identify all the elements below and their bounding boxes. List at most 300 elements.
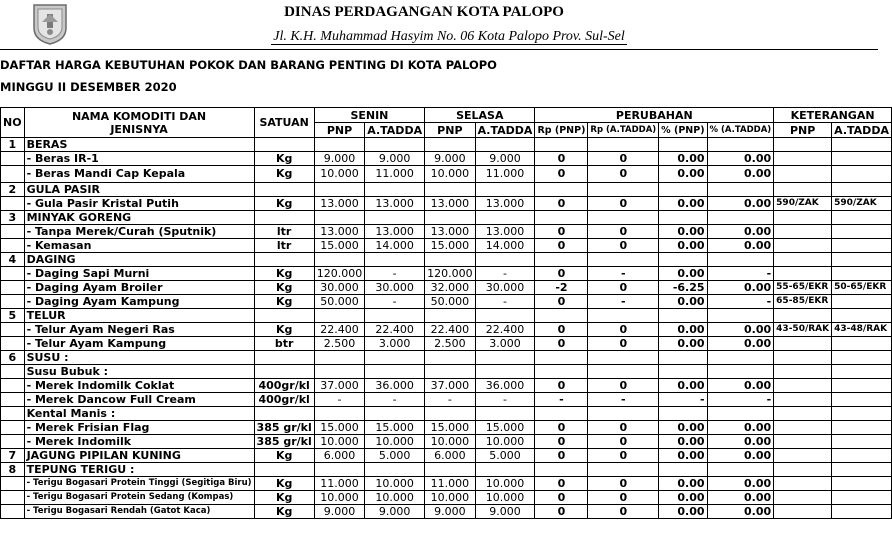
unit-cell: 385 gr/kl	[254, 435, 314, 449]
table-row	[1, 449, 892, 463]
empty-cell	[535, 365, 588, 379]
commodity-name: - Terigu Bogasari Rendah (Gatot Kaca)	[24, 505, 254, 519]
change-pct-pnp: 0.00	[659, 295, 707, 309]
change-rp-pnp: -	[535, 393, 588, 407]
empty-cell	[1, 152, 25, 166]
empty-cell	[707, 407, 774, 421]
empty-cell	[254, 138, 314, 152]
change-pct-atadda: 0.00	[707, 152, 774, 166]
change-rp-pnp: 0	[535, 435, 588, 449]
row-number: 3	[1, 211, 25, 225]
empty-cell	[254, 365, 314, 379]
selasa-atadda-price: 10.000	[475, 435, 535, 449]
empty-cell	[832, 309, 892, 323]
senin-pnp-price: 10.000	[314, 166, 365, 183]
change-pct-pnp: -6.25	[659, 281, 707, 295]
note-atadda	[832, 295, 892, 309]
change-pct-atadda: 0.00	[707, 239, 774, 253]
row-number: 1	[1, 138, 25, 152]
empty-cell	[1, 225, 25, 239]
report-period: MINGGU II DESEMBER 2020	[0, 80, 177, 94]
change-pct-pnp: 0.00	[659, 267, 707, 281]
col-senin-pnp: PNP	[314, 123, 365, 138]
senin-atadda-price: 22.400	[365, 323, 425, 337]
note-pnp: 590/ZAK	[774, 197, 832, 211]
header-row-1	[1, 108, 892, 123]
empty-cell	[365, 211, 425, 225]
senin-pnp-price: 30.000	[314, 281, 365, 295]
empty-cell	[535, 463, 588, 477]
change-pct-pnp: 0.00	[659, 337, 707, 351]
selasa-pnp-price: 10.000	[425, 491, 476, 505]
empty-cell	[365, 138, 425, 152]
empty-cell	[535, 253, 588, 267]
col-keterangan: KETERANGAN	[774, 108, 892, 123]
selasa-pnp-price: 15.000	[425, 421, 476, 435]
change-rp-pnp: 0	[535, 379, 588, 393]
empty-cell	[254, 211, 314, 225]
commodity-name: - Tanpa Merek/Curah (Sputnik)	[24, 225, 254, 239]
selasa-pnp-price: 2.500	[425, 337, 476, 351]
selasa-pnp-price: -	[425, 393, 476, 407]
empty-cell	[659, 309, 707, 323]
note-pnp	[774, 477, 832, 491]
selasa-atadda-price: 9.000	[475, 505, 535, 519]
empty-cell	[475, 309, 535, 323]
selasa-pnp-price: 11.000	[425, 477, 476, 491]
empty-cell	[425, 309, 476, 323]
commodity-name: - Beras IR-1	[24, 152, 254, 166]
note-atadda	[832, 477, 892, 491]
commodity-name: - Terigu Bogasari Protein Sedang (Kompas)	[24, 491, 254, 505]
unit-cell: Kg	[254, 491, 314, 505]
note-atadda	[832, 267, 892, 281]
col-rp-pnp: Rp (PNP)	[535, 123, 588, 138]
table-row	[1, 505, 892, 519]
change-rp-atadda: 0	[588, 505, 659, 519]
note-atadda	[832, 337, 892, 351]
senin-pnp-price: 13.000	[314, 225, 365, 239]
change-rp-pnp: 0	[535, 225, 588, 239]
empty-cell	[314, 183, 365, 197]
selasa-pnp-price: 22.400	[425, 323, 476, 337]
selasa-atadda-price: 10.000	[475, 477, 535, 491]
empty-cell	[314, 309, 365, 323]
empty-cell	[365, 463, 425, 477]
change-rp-atadda: 0	[588, 281, 659, 295]
col-perubahan: PERUBAHAN	[535, 108, 774, 123]
selasa-atadda-price: 9.000	[475, 152, 535, 166]
change-rp-atadda: 0	[588, 337, 659, 351]
table-row	[1, 281, 892, 295]
selasa-pnp-price: 10.000	[425, 166, 476, 183]
change-rp-pnp: 0	[535, 239, 588, 253]
change-pct-pnp: 0.00	[659, 197, 707, 211]
empty-cell	[659, 351, 707, 365]
subcategory-name: Kental Manis :	[24, 407, 254, 421]
unit-cell: Kg	[254, 267, 314, 281]
senin-atadda-price: -	[365, 267, 425, 281]
empty-cell	[1, 407, 25, 421]
selasa-pnp-price: 13.000	[425, 197, 476, 211]
empty-cell	[365, 351, 425, 365]
unit-cell: Kg	[254, 295, 314, 309]
senin-pnp-price: 2.500	[314, 337, 365, 351]
empty-cell	[1, 435, 25, 449]
empty-cell	[254, 253, 314, 267]
change-rp-atadda: -	[588, 267, 659, 281]
note-atadda	[832, 435, 892, 449]
note-pnp	[774, 267, 832, 281]
agency-title: DINAS PERDAGANGAN KOTA PALOPO	[284, 4, 564, 20]
empty-cell	[475, 211, 535, 225]
empty-cell	[588, 253, 659, 267]
empty-cell	[832, 183, 892, 197]
category-name: JAGUNG PIPILAN KUNING	[24, 449, 254, 463]
table-row	[1, 337, 892, 351]
unit-cell: Kg	[254, 323, 314, 337]
table-row	[1, 211, 892, 225]
change-pct-atadda: -	[707, 267, 774, 281]
note-atadda: 43-48/RAK	[832, 323, 892, 337]
commodity-name: - Merek Dancow Full Cream	[24, 393, 254, 407]
selasa-atadda-price: -	[475, 267, 535, 281]
senin-atadda-price: 30.000	[365, 281, 425, 295]
note-atadda: 590/ZAK	[832, 197, 892, 211]
note-pnp: 55-65/EKR	[774, 281, 832, 295]
selasa-pnp-price: 13.000	[425, 225, 476, 239]
selasa-atadda-price: 11.000	[475, 166, 535, 183]
note-atadda	[832, 152, 892, 166]
note-pnp: 65-85/EKR	[774, 295, 832, 309]
empty-cell	[1, 166, 25, 183]
table-row	[1, 138, 892, 152]
table-row	[1, 152, 892, 166]
change-pct-atadda: 0.00	[707, 225, 774, 239]
empty-cell	[659, 463, 707, 477]
change-rp-pnp: 0	[535, 197, 588, 211]
table-row	[1, 379, 892, 393]
table-row	[1, 166, 892, 183]
empty-cell	[475, 138, 535, 152]
change-rp-atadda: 0	[588, 197, 659, 211]
empty-cell	[365, 365, 425, 379]
empty-cell	[707, 351, 774, 365]
change-pct-pnp: 0.00	[659, 449, 707, 463]
table-row	[1, 393, 892, 407]
selasa-pnp-price: 9.000	[425, 152, 476, 166]
col-senin-atadda: A.TADDA	[365, 123, 425, 138]
empty-cell	[588, 463, 659, 477]
empty-cell	[1, 281, 25, 295]
empty-cell	[707, 463, 774, 477]
table-row	[1, 225, 892, 239]
change-pct-atadda: 0.00	[707, 337, 774, 351]
empty-cell	[365, 183, 425, 197]
commodity-name: - Gula Pasir Kristal Putih	[24, 197, 254, 211]
empty-cell	[774, 309, 832, 323]
col-ket-pnp: PNP	[774, 123, 832, 138]
empty-cell	[588, 309, 659, 323]
empty-cell	[774, 463, 832, 477]
unit-cell: 385 gr/kl	[254, 421, 314, 435]
change-rp-atadda: 0	[588, 152, 659, 166]
commodity-name: - Terigu Bogasari Protein Tinggi (Segitiga Biru)	[24, 477, 254, 491]
change-rp-atadda: 0	[588, 449, 659, 463]
price-table	[0, 107, 892, 519]
selasa-pnp-price: 9.000	[425, 505, 476, 519]
note-pnp	[774, 435, 832, 449]
senin-atadda-price: 36.000	[365, 379, 425, 393]
change-rp-atadda: -	[588, 393, 659, 407]
agency-address: Jl. K.H. Muhammad Hasyim No. 06 Kota Palopo Prov. Sul-Sel	[273, 29, 625, 44]
change-pct-atadda: -	[707, 295, 774, 309]
change-rp-atadda: 0	[588, 225, 659, 239]
commodity-name: - Kemasan	[24, 239, 254, 253]
row-number: 6	[1, 351, 25, 365]
selasa-pnp-price: 37.000	[425, 379, 476, 393]
note-atadda	[832, 421, 892, 435]
unit-cell: btr	[254, 337, 314, 351]
col-pct-pnp: % (PNP)	[659, 123, 707, 138]
change-rp-pnp: 0	[535, 267, 588, 281]
col-selasa: SELASA	[425, 108, 535, 123]
senin-atadda-price: 15.000	[365, 421, 425, 435]
empty-cell	[707, 211, 774, 225]
note-atadda	[832, 166, 892, 183]
table-row	[1, 421, 892, 435]
change-pct-atadda: 0.00	[707, 281, 774, 295]
empty-cell	[535, 183, 588, 197]
selasa-atadda-price: 30.000	[475, 281, 535, 295]
change-rp-atadda: 0	[588, 435, 659, 449]
table-row	[1, 239, 892, 253]
empty-cell	[832, 407, 892, 421]
senin-pnp-price: 22.400	[314, 323, 365, 337]
senin-atadda-price: 9.000	[365, 505, 425, 519]
empty-cell	[832, 253, 892, 267]
empty-cell	[535, 407, 588, 421]
change-rp-pnp: 0	[535, 323, 588, 337]
empty-cell	[475, 463, 535, 477]
category-name: BERAS	[24, 138, 254, 152]
empty-cell	[774, 351, 832, 365]
senin-pnp-price: 10.000	[314, 435, 365, 449]
senin-pnp-price: 6.000	[314, 449, 365, 463]
change-pct-atadda: 0.00	[707, 421, 774, 435]
table-row	[1, 477, 892, 491]
change-rp-atadda: 0	[588, 379, 659, 393]
table-row	[1, 309, 892, 323]
row-number: 5	[1, 309, 25, 323]
change-pct-pnp: 0.00	[659, 379, 707, 393]
empty-cell	[365, 407, 425, 421]
selasa-atadda-price: -	[475, 393, 535, 407]
change-pct-atadda: 0.00	[707, 505, 774, 519]
selasa-atadda-price: -	[475, 295, 535, 309]
empty-cell	[659, 253, 707, 267]
senin-atadda-price: 13.000	[365, 225, 425, 239]
change-rp-pnp: 0	[535, 152, 588, 166]
selasa-atadda-price: 5.000	[475, 449, 535, 463]
senin-pnp-price: 13.000	[314, 197, 365, 211]
empty-cell	[774, 211, 832, 225]
unit-cell: 400gr/kl	[254, 379, 314, 393]
change-pct-pnp: 0.00	[659, 225, 707, 239]
note-pnp: 43-50/RAK	[774, 323, 832, 337]
empty-cell	[707, 365, 774, 379]
selasa-atadda-price: 14.000	[475, 239, 535, 253]
unit-cell: Kg	[254, 281, 314, 295]
change-pct-pnp: 0.00	[659, 505, 707, 519]
empty-cell	[832, 211, 892, 225]
note-pnp	[774, 225, 832, 239]
empty-cell	[314, 351, 365, 365]
empty-cell	[314, 211, 365, 225]
unit-cell: ltr	[254, 239, 314, 253]
change-pct-pnp: 0.00	[659, 477, 707, 491]
note-atadda	[832, 239, 892, 253]
empty-cell	[254, 309, 314, 323]
selasa-atadda-price: 36.000	[475, 379, 535, 393]
senin-atadda-price: -	[365, 393, 425, 407]
change-rp-pnp: 0	[535, 505, 588, 519]
change-pct-atadda: 0.00	[707, 491, 774, 505]
note-pnp	[774, 421, 832, 435]
selasa-pnp-price: 6.000	[425, 449, 476, 463]
empty-cell	[659, 407, 707, 421]
empty-cell	[1, 197, 25, 211]
change-pct-pnp: 0.00	[659, 239, 707, 253]
row-number: 7	[1, 449, 25, 463]
commodity-name: - Telur Ayam Negeri Ras	[24, 323, 254, 337]
change-rp-pnp: 0	[535, 295, 588, 309]
selasa-pnp-price: 32.000	[425, 281, 476, 295]
unit-cell: Kg	[254, 477, 314, 491]
commodity-name: - Merek Indomilk Coklat	[24, 379, 254, 393]
note-pnp	[774, 505, 832, 519]
empty-cell	[425, 407, 476, 421]
change-rp-pnp: 0	[535, 449, 588, 463]
change-pct-pnp: 0.00	[659, 152, 707, 166]
change-pct-atadda: 0.00	[707, 197, 774, 211]
table-row	[1, 435, 892, 449]
note-pnp	[774, 449, 832, 463]
change-pct-pnp: 0.00	[659, 421, 707, 435]
unit-cell: Kg	[254, 449, 314, 463]
change-rp-atadda: 0	[588, 421, 659, 435]
empty-cell	[314, 253, 365, 267]
category-name: TEPUNG TERIGU :	[24, 463, 254, 477]
commodity-name: - Beras Mandi Cap Kepala	[24, 166, 254, 183]
senin-pnp-price: 120.000	[314, 267, 365, 281]
note-pnp	[774, 152, 832, 166]
note-pnp	[774, 166, 832, 183]
senin-atadda-price: 10.000	[365, 435, 425, 449]
unit-cell: ltr	[254, 225, 314, 239]
table-row	[1, 253, 892, 267]
empty-cell	[475, 365, 535, 379]
empty-cell	[314, 365, 365, 379]
empty-cell	[659, 138, 707, 152]
change-pct-pnp: 0.00	[659, 491, 707, 505]
selasa-pnp-price: 15.000	[425, 239, 476, 253]
note-pnp	[774, 491, 832, 505]
commodity-name: - Daging Ayam Kampung	[24, 295, 254, 309]
change-pct-atadda: 0.00	[707, 435, 774, 449]
empty-cell	[659, 365, 707, 379]
empty-cell	[314, 463, 365, 477]
senin-atadda-price: 10.000	[365, 491, 425, 505]
change-rp-pnp: 0	[535, 421, 588, 435]
subcategory-name: Susu Bubuk :	[24, 365, 254, 379]
change-pct-atadda: 0.00	[707, 477, 774, 491]
senin-pnp-price: 15.000	[314, 421, 365, 435]
empty-cell	[535, 138, 588, 152]
empty-cell	[707, 253, 774, 267]
category-name: DAGING	[24, 253, 254, 267]
table-row	[1, 351, 892, 365]
senin-atadda-price: 14.000	[365, 239, 425, 253]
empty-cell	[707, 138, 774, 152]
change-rp-atadda: -	[588, 295, 659, 309]
empty-cell	[475, 351, 535, 365]
empty-cell	[475, 183, 535, 197]
empty-cell	[425, 211, 476, 225]
empty-cell	[774, 138, 832, 152]
col-name: NAMA KOMODITI DAN JENISNYA	[24, 108, 254, 138]
col-rp-atadda: Rp (A.TADDA)	[588, 123, 659, 138]
senin-atadda-price: -	[365, 295, 425, 309]
change-rp-atadda: 0	[588, 323, 659, 337]
row-number: 4	[1, 253, 25, 267]
change-rp-atadda: 0	[588, 239, 659, 253]
col-selasa-atadda: A.TADDA	[475, 123, 535, 138]
col-selasa-pnp: PNP	[425, 123, 476, 138]
col-ket-atadda: A.TADDA	[832, 123, 892, 138]
empty-cell	[1, 337, 25, 351]
empty-cell	[1, 491, 25, 505]
empty-cell	[425, 253, 476, 267]
unit-cell: Kg	[254, 197, 314, 211]
empty-cell	[588, 138, 659, 152]
empty-cell	[659, 211, 707, 225]
empty-cell	[1, 477, 25, 491]
category-name: MINYAK GORENG	[24, 211, 254, 225]
change-pct-pnp: -	[659, 393, 707, 407]
note-atadda	[832, 393, 892, 407]
empty-cell	[774, 253, 832, 267]
empty-cell	[475, 253, 535, 267]
unit-cell: 400gr/kl	[254, 393, 314, 407]
empty-cell	[425, 183, 476, 197]
note-atadda	[832, 379, 892, 393]
empty-cell	[475, 407, 535, 421]
senin-atadda-price: 13.000	[365, 197, 425, 211]
senin-pnp-price: 9.000	[314, 505, 365, 519]
empty-cell	[1, 239, 25, 253]
change-pct-atadda: 0.00	[707, 166, 774, 183]
table-row	[1, 295, 892, 309]
col-senin: SENIN	[314, 108, 424, 123]
empty-cell	[588, 407, 659, 421]
change-pct-pnp: 0.00	[659, 435, 707, 449]
commodity-name: - Telur Ayam Kampung	[24, 337, 254, 351]
change-pct-atadda: -	[707, 393, 774, 407]
senin-pnp-price: 50.000	[314, 295, 365, 309]
selasa-pnp-price: 50.000	[425, 295, 476, 309]
selasa-atadda-price: 10.000	[475, 491, 535, 505]
